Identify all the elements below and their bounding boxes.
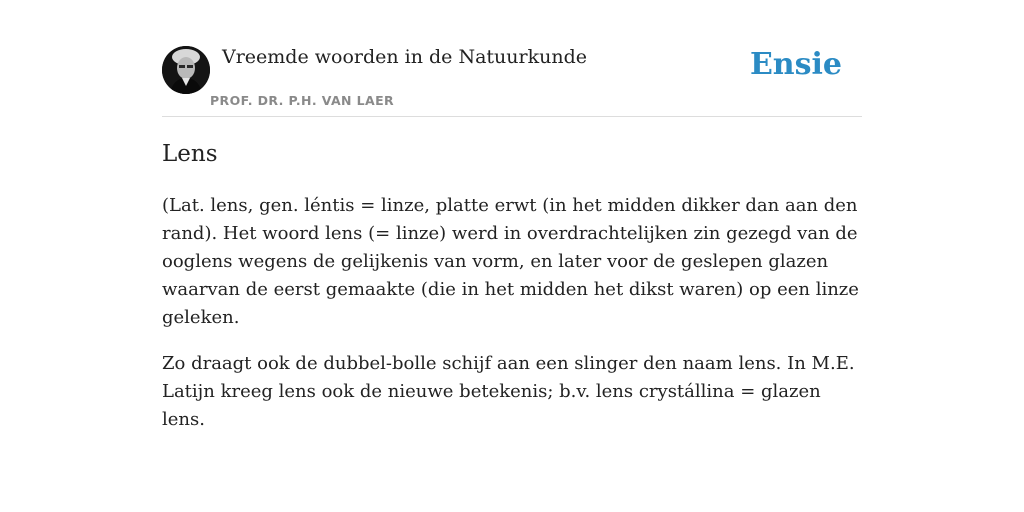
author-avatar[interactable] bbox=[162, 46, 210, 94]
brand-logo[interactable]: Ensie bbox=[749, 47, 842, 82]
entry-body bbox=[162, 192, 862, 452]
author-name[interactable]: PROF. DR. P.H. VAN LAER bbox=[210, 93, 395, 108]
page-container bbox=[162, 0, 862, 430]
author-portrait-icon bbox=[162, 46, 210, 94]
entry-header bbox=[162, 0, 862, 117]
entry-title: Lens bbox=[162, 141, 218, 167]
entry-paragraph: Zo draagt ook de dubbel-bolle schijf aan een slinger den naam lens. In M.E. Latijn kreeg lens ook de nieuwe betekenis; b.v. lens crystállina = glazen lens. bbox=[162, 353, 855, 430]
entry-paragraph: (Lat. lens, gen. léntis = linze, platte erwt (in het midden dikker dan aan den rand). Het woord lens (= linze) werd in overdrachtelijken zin gezegd van de ooglens wegens de gelijkenis van vorm, en later voor de geslepen glazen waarvan de eerst gemaakte (die in het midden het dikst waren) op een linze geleken. bbox=[162, 195, 859, 328]
book-title[interactable]: Vreemde woorden in de Natuurkunde bbox=[222, 46, 587, 68]
